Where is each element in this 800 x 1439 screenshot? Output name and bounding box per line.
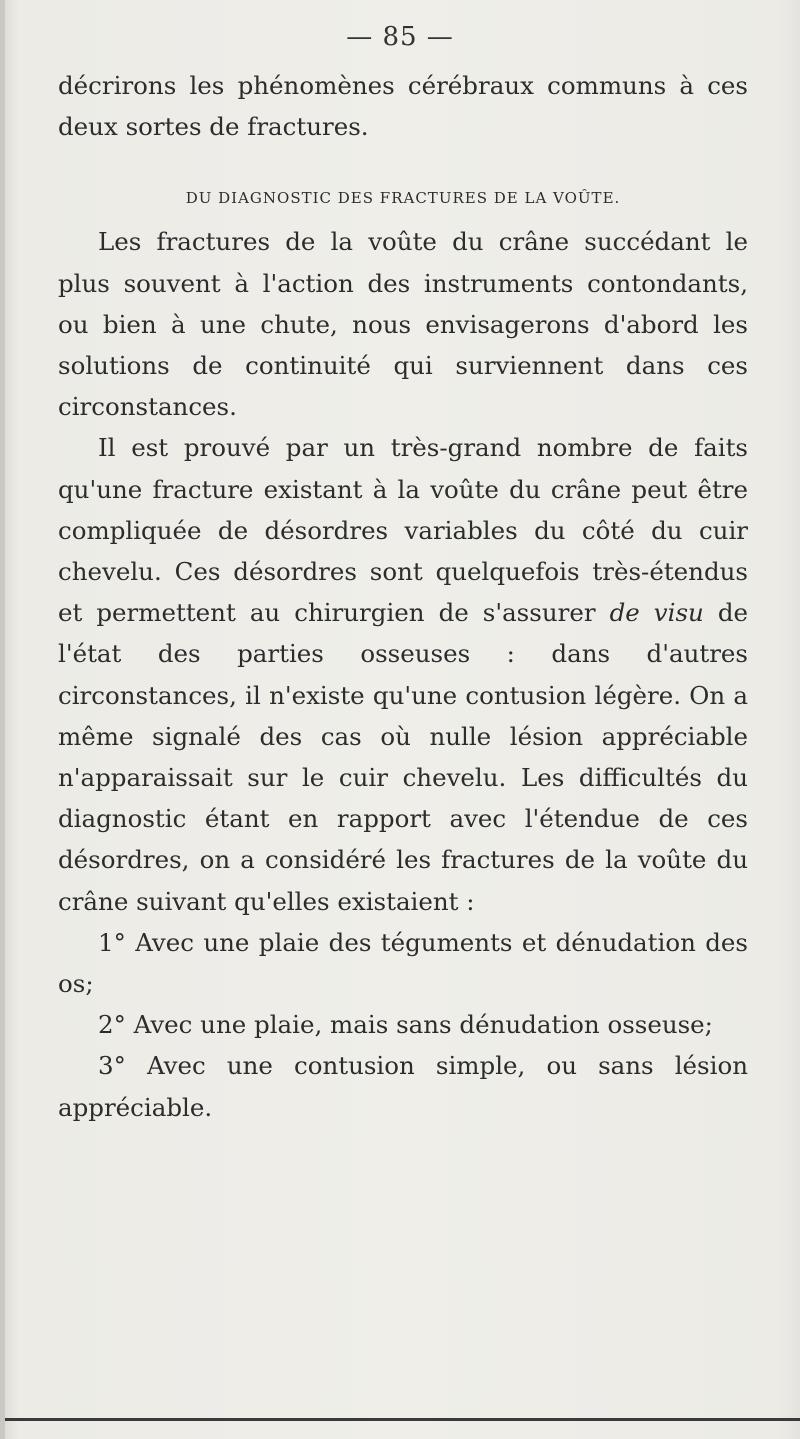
page-edge-shadow <box>0 0 5 1439</box>
paragraph-2 <box>58 427 748 921</box>
list-item-3: 3° Avec une contusion simple, ou sans lésion appréciable. <box>58 1051 748 1122</box>
page-bottom-edge <box>5 1418 800 1421</box>
paragraph-2-emphasis: de visu <box>609 598 704 628</box>
list-item-2: 2° Avec une plaie, mais sans dénudation osseuse; <box>98 1010 713 1040</box>
paragraph-1: Les fractures de la voûte du crâne succédant le plus souvent à l'action des instruments contondants, ou bien à une chute, nous envisagerons d'abord les solutions de continuité qui surviennent dans ces circonstances. <box>58 227 748 422</box>
section-heading: DU DIAGNOSTIC DES FRACTURES DE LA VOÛTE. <box>185 189 621 208</box>
body-text <box>58 65 748 1128</box>
page-number: — 85 — <box>346 22 454 52</box>
paragraph-2-part-2: de l'état des parties osseuses : dans d'autres circonstances, il n'existe qu'une contusion légère. On a même signalé des cas où nulle lésion appréciable n'apparaissait sur le cuir chevelu. Les difficultés du diagnostic étant en rapport avec l'étendue de ces désordres, on a considéré les fractures de la voûte du crâne suivant qu'elles existaient : <box>58 598 748 916</box>
intro-paragraph: décrirons les phénomènes cérébraux communs à ces deux sortes de fractures. <box>58 71 748 142</box>
list-item-1: 1° Avec une plaie des téguments et dénudation des os; <box>58 927 748 999</box>
paragraph-2-part-1: Il est prouvé par un très-grand nombre de faits qu'une fracture existant à la voûte du crâne peut être compliquée de désordres variables du côté du cuir chevelu. Ces désordres sont quelquefois très-étendus et permettent au chirurgien de s'assurer <box>58 433 748 628</box>
